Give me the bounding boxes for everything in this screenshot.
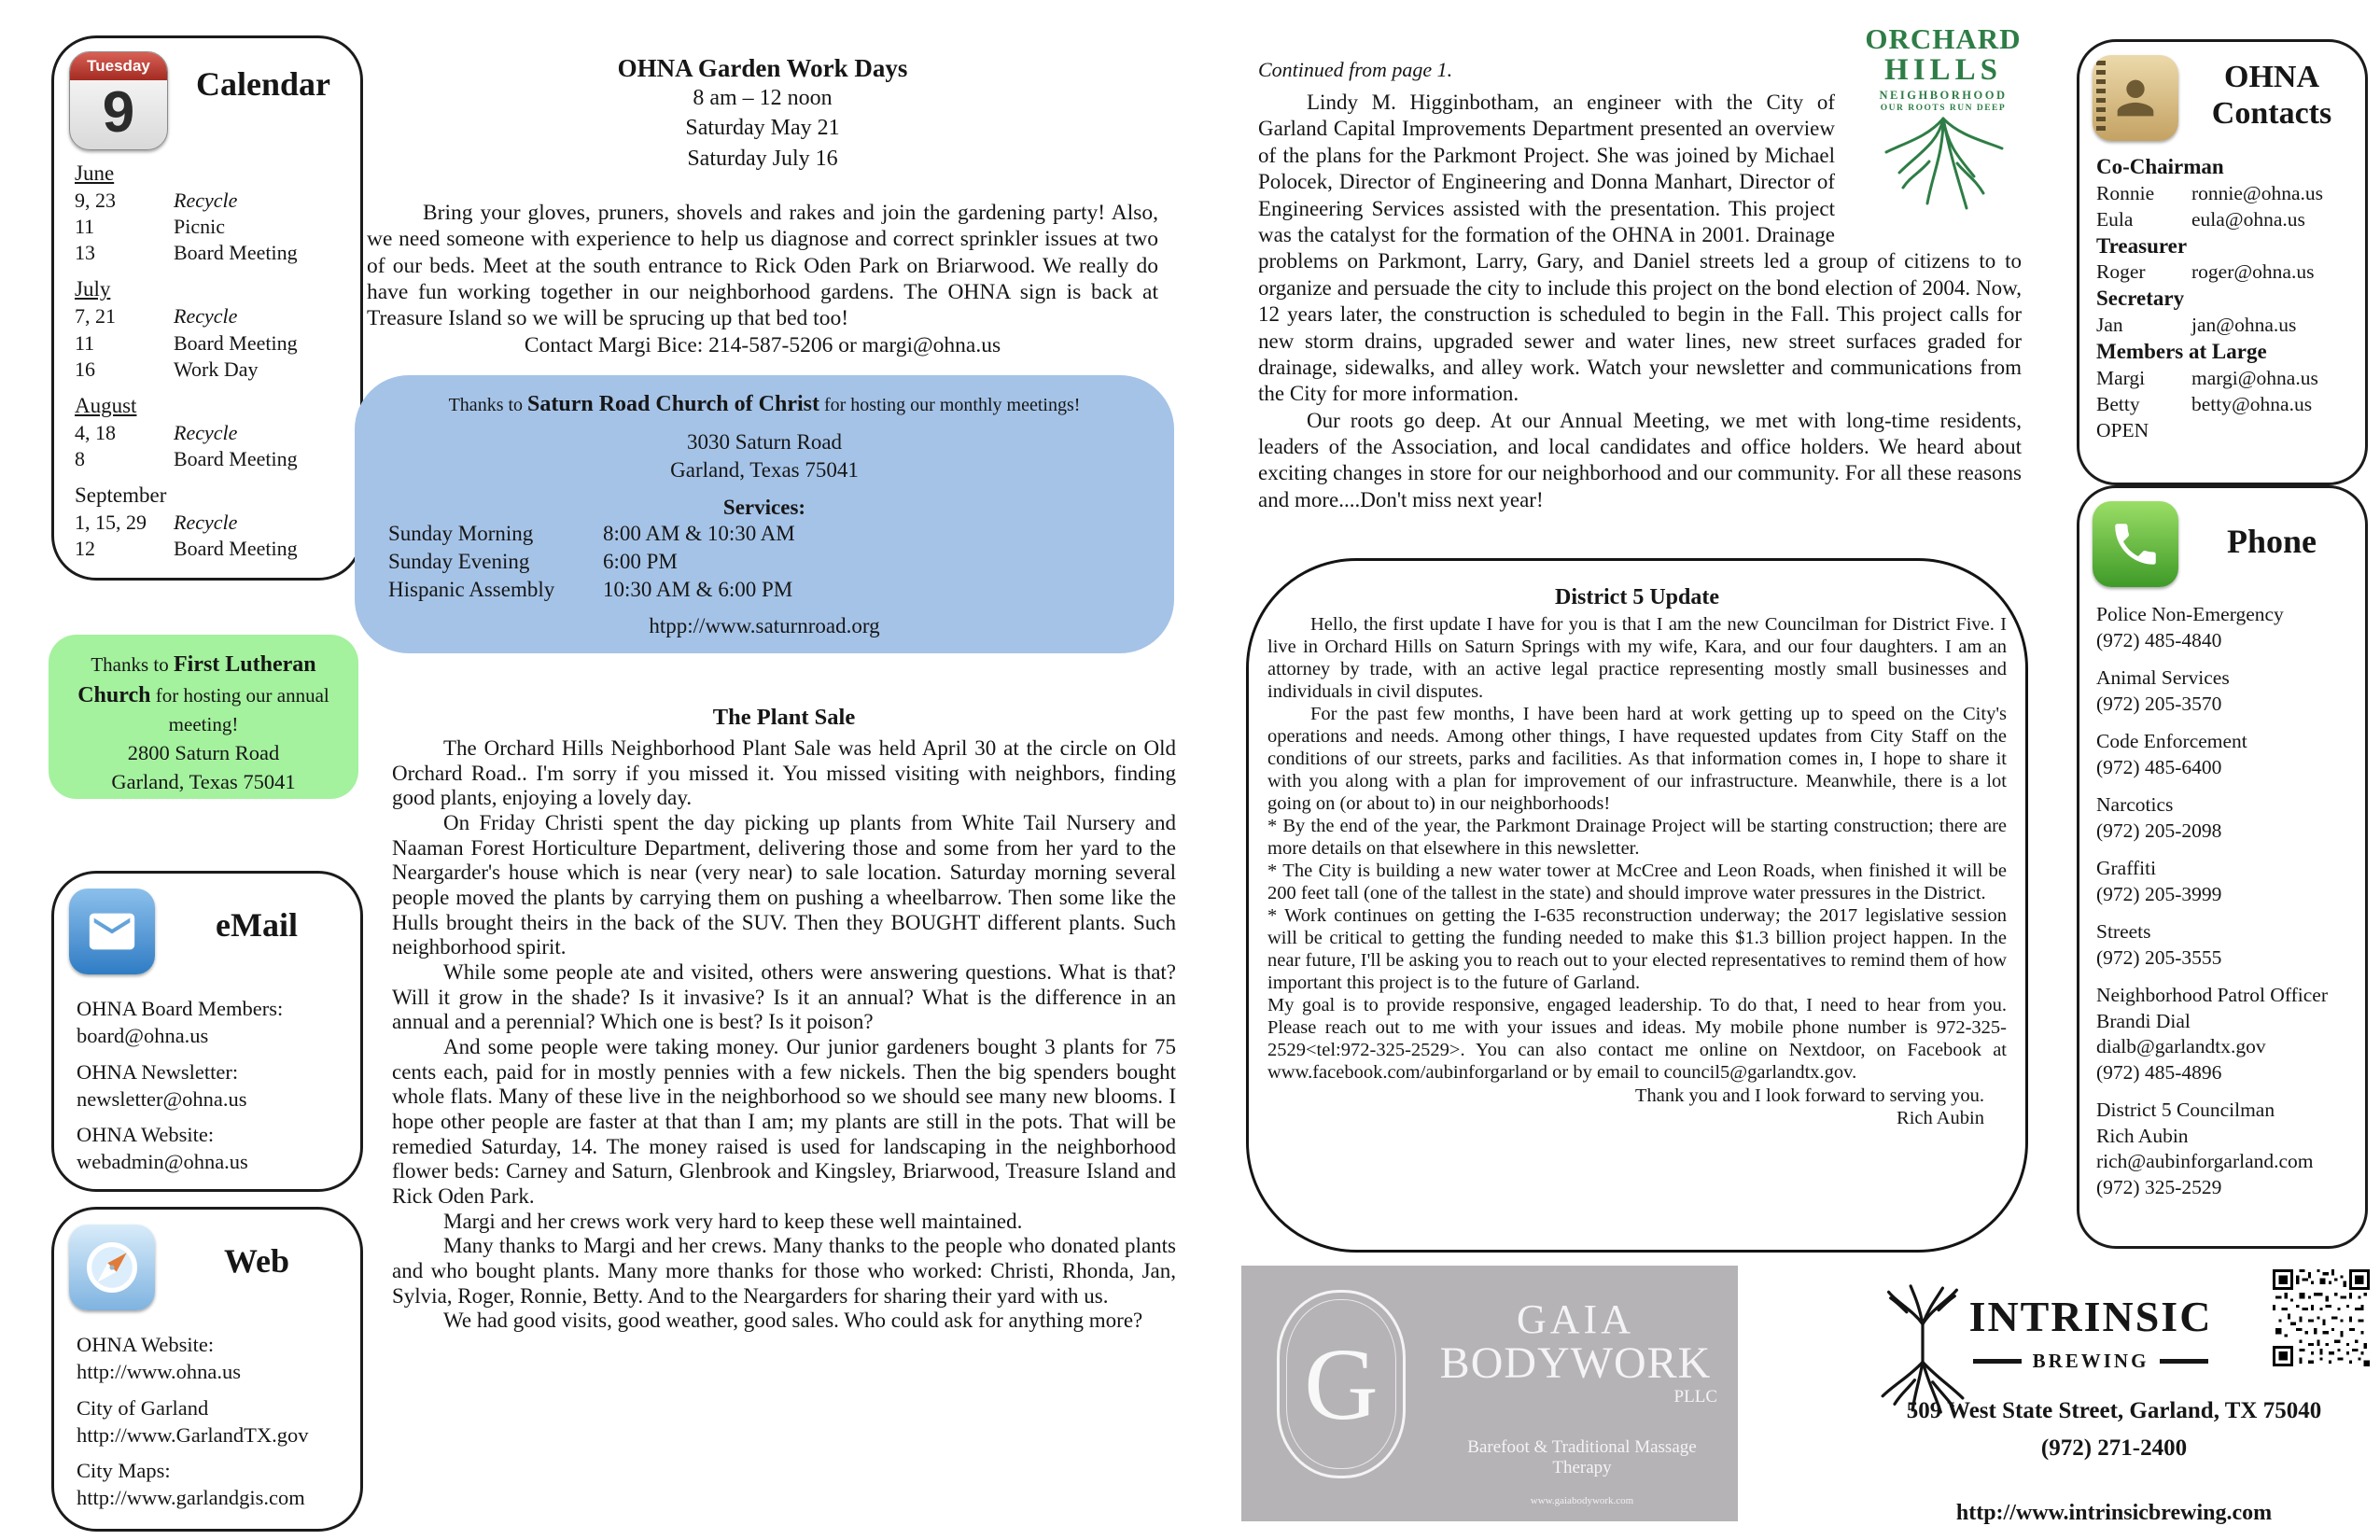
bullet-paragraph: * The City is building a new water tower at McCree and Leon Roads, when finished it will be 200 feet tall (one of the tallest in the state) and should improve water pressures in the District. [1267, 860, 2007, 903]
church-address-line: 2800 Saturn Road [127, 741, 280, 765]
web-entry: City Maps: http://www.garlandgis.com [77, 1459, 305, 1510]
intrinsic-phone: (972) 271-2400 [2040, 1435, 2188, 1461]
gaia-name-line: BODYWORK [1439, 1338, 1712, 1388]
calendar-row: 4, 18 Recycle [75, 420, 238, 444]
phone-title: Phone [2226, 523, 2317, 560]
phone-entry: Animal Services (972) 205-3570 [2096, 666, 2230, 715]
paragraph: On Friday Christi spent the day picking up plants from White Tail Nursery and Naaman Forest Horticulture Department, delivering those and some from her yard to the Neargarder's house which is near (very near) to sale location. Saturday morning several people moved the plants by carrying them on pushing a wheelbarrow. Then some like the Hulls brought theirs in the back of the SUV. Then they BOUGHT different plants. Such neighborhood spirit. [392, 811, 1176, 959]
web-entry: OHNA Website: http://www.ohna.us [77, 1333, 242, 1384]
garden-body: Bring your gloves, pruners, shovels and rakes and join the gardening party! Also, we need someone with experience to help us diagnose and correct sprinkler issues at two of our beds. Meet at the south entrance to Rick Oden Park on Briarwood. We really do have fun working together in our neighborhood gardens. The OHNA sign is back at Treasure Island so we will be sprucing up that bed too! [367, 201, 1158, 330]
calendar-icon-weekday: Tuesday [70, 52, 167, 80]
calendar-title: Calendar [196, 65, 330, 103]
contact-role: Secretary [2096, 287, 2185, 311]
district5-title: District 5 Update [1555, 585, 1719, 609]
intrinsic-brewing-row [1955, 1350, 2226, 1373]
phone-entry: Neighborhood Patrol Officer Brandi Dial dialb@garlandtx.gov (972) 485-4896 [2096, 984, 2328, 1084]
phone-entry: Narcotics (972) 205-2098 [2096, 793, 2222, 842]
paragraph: Lindy M. Higginbotham, an engineer with the City of Garland Capital Improvements Department presented an overview of the plans for the Parkmont Project. She was joined by Michael Polocek, Director of Engineering and Donna Manhart, Director of Engineering Services assisted with the presentation. This project was the catalyst for the formation of the OHNA in 2001. Drainage problems on Parkmont, Larry, Gary, and Daniel streets led a group of citizens to to organize and persuade the city to include this project on the bond election of 2004. Now, 12 years later, the construction is scheduled to begin in the Fall. This project calls for new storm drains, upgraded sewer and water lines, new street surfaces graded for drainage, sidewalks, and alley work. Watch your newsletter and communications from the City for more information. [1258, 91, 2022, 406]
calendar-row: 7, 21 Recycle [75, 304, 238, 329]
gaia-bodywork-ad [1241, 1266, 1738, 1521]
calendar-months [69, 161, 345, 563]
contact-person: Roger roger@ohna.us [2096, 260, 2315, 284]
paragraph: And some people were taking money. Our junior gardeners bought 3 plants for 75 cents each, paid for in mostly pennies with a few nickels. Then the big spenders bought whole flats. Many of these live in the neighborhood so we should see many new blooms. I hope other people are faster at that than I am; my plants are still in the pots. That will be remedied Saturday, 14. The money raised is used for landscaping in the neighborhood flower beds: Carney and Saturn, Glenbrook and Kingsley, Briarwood, Treasure Island and Rick Oden Park. [392, 1035, 1176, 1209]
calendar-row: 13 Board Meeting [75, 241, 298, 265]
signature: Rich Aubin [1897, 1108, 1984, 1129]
intrinsic-address: 509 West State Street, Garland, TX 75040 [1906, 1398, 2322, 1423]
phone-entry: Graffiti (972) 205-3999 [2096, 857, 2222, 905]
paragraph: My goal is to provide responsive, engaged leadership. To do that, I need to hear from you. Please reach out to me with your issues and ideas. My mobile phone number is 972-325-2529<tel:972-325-2529>. You can also contact me online on Nextdoor, on Facebook at www.facebook.com/aubinforgarland or by email to council5@garlandtx.gov. [1267, 994, 2007, 1083]
orchard-hills-logo: ORCHARD HILLS NEIGHBORHOOD OUR ROOTS RUN DEEP [1859, 24, 2027, 231]
contact-person: Ronnie ronnie@ohna.us [2096, 181, 2324, 204]
district5-update-box [1246, 558, 2028, 1253]
church-url: htpp://www.saturnroad.org [649, 614, 880, 638]
roots-illustration [1864, 115, 2023, 227]
email-entry: OHNA Board Members: board@ohna.us [77, 997, 284, 1048]
contact-open-slot: OPEN [2096, 418, 2149, 441]
email-box [51, 871, 363, 1192]
calendar-box [51, 35, 363, 581]
service-row: Hispanic Assembly 10:30 AM & 6:00 PM [388, 577, 793, 601]
contact-person: Jan jan@ohna.us [2096, 314, 2297, 337]
compass-browser-icon [69, 1225, 155, 1310]
paragraph: Many thanks to Margi and her crews. Many thanks to the people who donated plants and who bought plants. Many more thanks for those who worked: Christi, Rhonda, Jan, Sylvia, Roger, Ronnie, Betty. And to the Neargarders for sharing their yard with us. [392, 1234, 1176, 1308]
church-address-line: Garland, Texas 75041 [111, 770, 296, 794]
phone-box [2077, 485, 2368, 1249]
plant-sale-article [392, 705, 1176, 1334]
garden-time: 8 am – 12 noon [693, 86, 833, 110]
signoff: Thank you and I look forward to serving you. [1634, 1085, 1984, 1106]
paragraph: Hello, the first update I have for you is that I am the new Councilman for District Five. I live in Orchard Hills on Saturn Springs with my wife, Kara, and our four daughters. I am an attorney by trade, with an active legal practice representing mostly small businesses and individuals in civil disputes. [1267, 614, 2007, 702]
paragraph: For the past few months, I have been hard at work getting up to speed on the City's operations and needs. Among other things, I have requested updates from City Staff on the conditions of our streets, parks and facilities. As that information comes in, I hope to share it with you along with a plan for improvement of our infrastructure. Meanwhile, there is a lot going on (or about to) in our neighborhoods! [1267, 703, 2007, 814]
thanks-text: Thanks to First Lutheran Church for hosting our annual meeting! [77, 652, 329, 736]
gaia-monogram-frame [1277, 1290, 1406, 1478]
calendar-icon-day: 9 [102, 80, 135, 145]
contact-role: Treasurer [2096, 233, 2188, 258]
intrinsic-brewing-ad [1853, 1267, 2375, 1533]
calendar-row: 8 Board Meeting [75, 447, 298, 471]
phone-entry: District 5 Councilman Rich Aubin rich@aubinforgarland.com (972) 325-2529 [2096, 1099, 2314, 1198]
paragraph: We had good visits, good weather, good sales. Who could ask for anything more? [443, 1309, 1143, 1333]
contact-role: Members at Large [2096, 340, 2267, 363]
month-header: September [75, 483, 167, 508]
service-row: Sunday Evening 6:00 PM [388, 549, 678, 573]
gaia-tagline: Barefoot & Traditional Massage Therapy [1467, 1437, 1697, 1477]
email-title: eMail [216, 906, 298, 944]
phone-entry: Streets (972) 205-3555 [2096, 920, 2222, 969]
phone-entry: Police Non-Emergency (972) 485-4840 [2096, 603, 2284, 651]
web-title: Web [223, 1242, 289, 1280]
contact-person: Margi margi@ohna.us [2096, 366, 2318, 389]
contact-role: Co-Chairman [2096, 155, 2224, 178]
continued-from-label: Continued from page 1. [1258, 58, 1453, 81]
month-header: June [75, 161, 115, 185]
church-address: 3030 Saturn Road Garland, Texas 75041 [670, 430, 859, 482]
mail-icon [69, 889, 155, 974]
paragraph: Margi and her crews work very hard to keep these well maintained. [443, 1209, 1023, 1233]
gaia-url: www.gaiabodywork.com [1530, 1495, 1634, 1506]
contacts-title: OHNA Contacts [2211, 60, 2332, 132]
first-lutheran-thanks-box [49, 635, 358, 799]
bullet-paragraph: * By the end of the year, the Parkmont Drainage Project will be starting construction; there are more details on that elsewhere in this newsletter. [1267, 815, 2007, 859]
service-row: Sunday Morning 8:00 AM & 10:30 AM [388, 521, 795, 545]
garden-date: Saturday July 16 [687, 146, 838, 171]
calendar-row: 1, 15, 29 Recycle [75, 511, 238, 535]
gaia-name-line: GAIA [1517, 1296, 1634, 1342]
contact-person: Betty betty@ohna.us [2096, 392, 2313, 415]
calendar-row: 11 Board Meeting [75, 330, 298, 355]
paragraph: Our roots go deep. At our Annual Meeting, we met with long-time residents, leaders of the Association, and local candidates and office holders. We heard about exciting changes in store for our neighborhood and our community. For all these reasons and more....Don't miss next year! [1258, 408, 2022, 511]
calendar-row: 9, 23 Recycle [75, 189, 238, 212]
garden-work-days-section [367, 54, 1158, 358]
contact-person: Eula eula@ohna.us [2096, 207, 2305, 231]
calendar-row: 11 Picnic [75, 215, 225, 239]
phone-icon [2093, 501, 2178, 587]
month-header: August [75, 393, 137, 417]
rule-line [2160, 1359, 2208, 1364]
bullet-paragraph: * Work continues on getting the I-635 reconstruction underway; the 2017 legislative session will be critical to getting the funding needed to make this $1.3 billion project happen. In the near future, I'll be asking you to reach out to your elected representatives to remind them of how important this project is to the future of Garland. [1267, 904, 2007, 993]
gaia-monogram: G [1304, 1327, 1379, 1441]
contacts-book-icon [2093, 55, 2178, 141]
calendar-row: 16 Work Day [75, 357, 259, 381]
thanks-text: Thanks to Saturn Road Church of Christ for hosting our monthly meetings! [448, 392, 1081, 416]
web-box [51, 1207, 363, 1532]
calendar-icon [69, 51, 168, 150]
web-entry: City of Garland http://www.GarlandTX.gov [77, 1395, 309, 1447]
services-title: Services: [722, 495, 806, 519]
paragraph: While some people ate and visited, others were answering questions. What is that? Will it grow in the shade? Is it invasive? Is it an annual? What is the difference in an annual and a perennial? Which one is best? Is it poison? [392, 960, 1176, 1034]
gaia-suffix: PLLC [1673, 1387, 1717, 1407]
saturn-road-thanks-box [355, 375, 1174, 653]
month-header: July [75, 277, 111, 301]
qr-code [2273, 1269, 2370, 1366]
calendar-row: 12 Board Meeting [75, 537, 298, 561]
intrinsic-url: http://www.intrinsicbrewing.com [1955, 1501, 2273, 1525]
garden-title: OHNA Garden Work Days [617, 54, 908, 82]
binder-rings [2096, 61, 2106, 135]
rule-line [1973, 1359, 2022, 1364]
email-entry: OHNA Website: webadmin@ohna.us [77, 1123, 248, 1174]
garden-contact: Contact Margi Bice: 214-587-5206 or margi@ohna.us [524, 333, 1001, 358]
plant-sale-title: The Plant Sale [712, 705, 856, 730]
garden-date: Saturday May 21 [685, 116, 840, 141]
phone-entry: Code Enforcement (972) 485-6400 [2096, 730, 2247, 778]
email-entry: OHNA Newsletter: newsletter@ohna.us [77, 1059, 247, 1111]
intrinsic-name: INTRINSIC [1968, 1293, 2213, 1340]
ohna-contacts-box [2077, 39, 2368, 485]
paragraph: The Orchard Hills Neighborhood Plant Sale was held April 30 at the circle on Old Orchard Road.. I'm sorry if you missed it. You missed visiting with neighbors, finding good plants, enjoying a lovely day. [392, 736, 1176, 810]
intrinsic-sub-label: BREWING [2032, 1350, 2149, 1372]
